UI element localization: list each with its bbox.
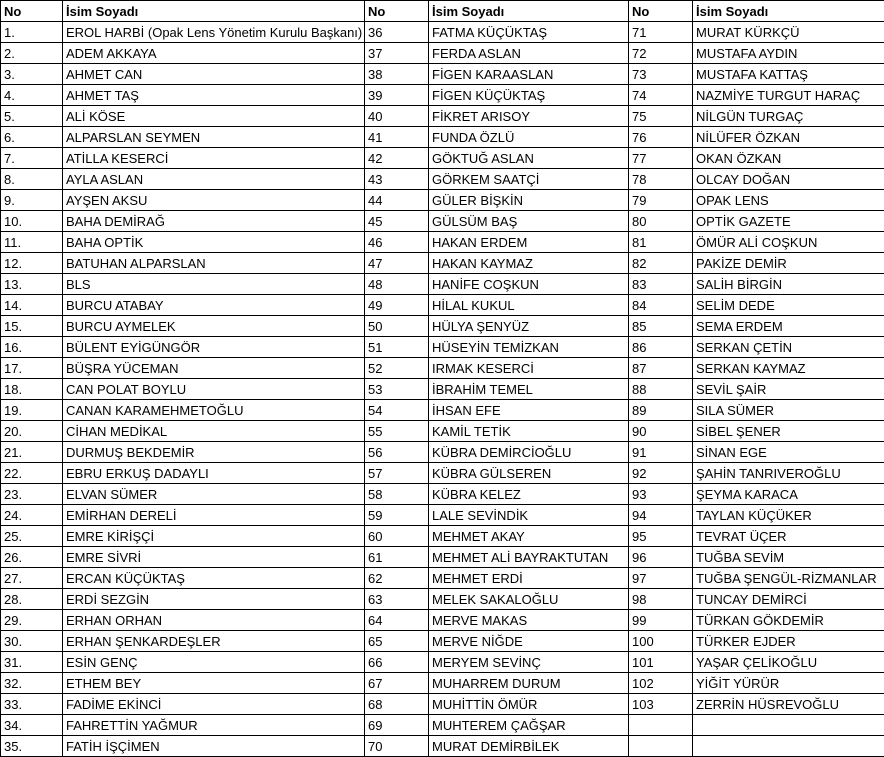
cell-name[interactable]: MEHMET ALİ BAYRAKTUTAN [429,547,629,568]
cell-no[interactable] [629,715,693,736]
cell-no[interactable]: 58 [365,484,429,505]
cell-no[interactable]: 54 [365,400,429,421]
cell-name[interactable]: MUHTEREM ÇAĞŞAR [429,715,629,736]
cell-no[interactable]: 5. [1,106,63,127]
cell-name[interactable]: FAHRETTİN YAĞMUR [63,715,365,736]
cell-name[interactable]: KAMİL TETİK [429,421,629,442]
cell-name[interactable]: SEVİL ŞAİR [693,379,884,400]
cell-no[interactable]: 41 [365,127,429,148]
table-row [1,463,884,484]
cell-no[interactable]: 80 [629,211,693,232]
table-row [1,421,884,442]
cell-name[interactable]: TUĞBA SEVİM [693,547,884,568]
cell-name[interactable]: DURMUŞ BEKDEMİR [63,442,365,463]
cell-name[interactable]: SELİM DEDE [693,295,884,316]
table-row [1,85,884,106]
cell-name[interactable]: CANAN KARAMEHMETOĞLU [63,400,365,421]
cell-name[interactable]: SİNAN EGE [693,442,884,463]
cell-name[interactable]: FERDA ASLAN [429,43,629,64]
cell-no[interactable]: 20. [1,421,63,442]
cell-no[interactable]: 92 [629,463,693,484]
table-row [1,610,884,631]
cell-name[interactable]: ETHEM BEY [63,673,365,694]
cell-name[interactable]: ŞAHİN TANRIVEROĞLU [693,463,884,484]
cell-no[interactable]: 1. [1,22,63,43]
cell-no[interactable]: 32. [1,673,63,694]
cell-name[interactable]: MUSTAFA AYDIN [693,43,884,64]
cell-name[interactable]: ÖMÜR ALİ COŞKUN [693,232,884,253]
cell-no[interactable]: 33. [1,694,63,715]
cell-name[interactable]: PAKİZE DEMİR [693,253,884,274]
cell-no[interactable]: 71 [629,22,693,43]
cell-name[interactable]: KÜBRA DEMİRCİOĞLU [429,442,629,463]
cell-no[interactable]: 30. [1,631,63,652]
cell-no[interactable]: 28. [1,589,63,610]
table-row [1,568,884,589]
cell-no[interactable]: 24. [1,505,63,526]
cell-no[interactable]: 29. [1,610,63,631]
cell-no[interactable]: 77 [629,148,693,169]
cell-name[interactable]: HANİFE COŞKUN [429,274,629,295]
cell-name[interactable]: OPTİK GAZETE [693,211,884,232]
cell-no[interactable]: 8. [1,169,63,190]
table-row [1,43,884,64]
table-row [1,148,884,169]
cell-name[interactable]: TÜRKER EJDER [693,631,884,652]
cell-name[interactable]: KÜBRA GÜLSEREN [429,463,629,484]
cell-name[interactable]: YİĞİT YÜRÜR [693,673,884,694]
cell-no[interactable]: 89 [629,400,693,421]
cell-no[interactable]: 57 [365,463,429,484]
cell-no[interactable]: 4. [1,85,63,106]
cell-name[interactable]: MEHMET AKAY [429,526,629,547]
cell-name[interactable]: EROL HARBİ (Opak Lens Yönetim Kurulu Başkanı) [63,22,365,43]
cell-no[interactable]: 63 [365,589,429,610]
table-row [1,64,884,85]
cell-no[interactable]: 13. [1,274,63,295]
cell-no[interactable]: 99 [629,610,693,631]
header-no-3: No [629,1,693,22]
cell-name[interactable]: OLCAY DOĞAN [693,169,884,190]
table-row [1,274,884,295]
cell-name[interactable]: ALİ KÖSE [63,106,365,127]
table-row [1,316,884,337]
cell-no[interactable]: 59 [365,505,429,526]
header-name-2: İsim Soyadı [429,1,629,22]
cell-name[interactable]: FİGEN KARAASLAN [429,64,629,85]
cell-no[interactable]: 91 [629,442,693,463]
cell-name[interactable]: YAŞAR ÇELİKOĞLU [693,652,884,673]
table-row [1,442,884,463]
cell-name[interactable]: CAN POLAT BOYLU [63,379,365,400]
cell-no[interactable]: 22. [1,463,63,484]
cell-name[interactable]: FADİME EKİNCİ [63,694,365,715]
cell-name[interactable]: MURAT DEMİRBİLEK [429,736,629,757]
cell-name[interactable]: BÜLENT EYİGÜNGÖR [63,337,365,358]
cell-name[interactable]: EBRU ERKUŞ DADAYLI [63,463,365,484]
cell-name[interactable]: GÖRKEM SAATÇİ [429,169,629,190]
cell-name[interactable]: FATİH İŞÇİMEN [63,736,365,757]
cell-name[interactable]: FİKRET ARISOY [429,106,629,127]
cell-no[interactable]: 68 [365,694,429,715]
cell-name[interactable]: AHMET CAN [63,64,365,85]
cell-no[interactable]: 19. [1,400,63,421]
header-row [1,1,884,22]
cell-name[interactable]: BURCU AYMELEK [63,316,365,337]
cell-no[interactable]: 44 [365,190,429,211]
table-row [1,589,884,610]
cell-name[interactable]: ŞEYMA KARACA [693,484,884,505]
cell-name[interactable]: HİLAL KUKUL [429,295,629,316]
cell-name[interactable]: ERDİ SEZGİN [63,589,365,610]
cell-name[interactable]: MELEK SAKALOĞLU [429,589,629,610]
table-row [1,127,884,148]
cell-no[interactable]: 67 [365,673,429,694]
cell-no[interactable]: 81 [629,232,693,253]
table-row [1,736,884,757]
cell-no[interactable]: 35. [1,736,63,757]
cell-name[interactable]: AYLA ASLAN [63,169,365,190]
cell-no[interactable]: 38 [365,64,429,85]
cell-name[interactable]: NİLÜFER ÖZKAN [693,127,884,148]
cell-no[interactable]: 78 [629,169,693,190]
cell-name[interactable]: NİLGÜN TURGAÇ [693,106,884,127]
cell-no[interactable]: 62 [365,568,429,589]
cell-no[interactable]: 75 [629,106,693,127]
cell-no[interactable]: 10. [1,211,63,232]
table-row [1,22,884,43]
cell-name[interactable]: MUHİTTİN ÖMÜR [429,694,629,715]
cell-name[interactable]: MERVE MAKAS [429,610,629,631]
cell-no[interactable]: 97 [629,568,693,589]
table-row [1,169,884,190]
cell-no[interactable]: 103 [629,694,693,715]
cell-no[interactable]: 45 [365,211,429,232]
cell-no[interactable]: 16. [1,337,63,358]
cell-name[interactable]: BURCU ATABAY [63,295,365,316]
cell-name[interactable]: AHMET TAŞ [63,85,365,106]
cell-no[interactable]: 39 [365,85,429,106]
cell-name[interactable]: BÜŞRA YÜCEMAN [63,358,365,379]
cell-name[interactable]: BLS [63,274,365,295]
cell-no[interactable]: 64 [365,610,429,631]
cell-name[interactable]: FİGEN KÜÇÜKTAŞ [429,85,629,106]
cell-name[interactable]: MERVE NİĞDE [429,631,629,652]
cell-name[interactable]: TEVRAT ÜÇER [693,526,884,547]
cell-name[interactable]: MEHMET ERDİ [429,568,629,589]
cell-no[interactable]: 93 [629,484,693,505]
cell-name[interactable]: TUĞBA ŞENGÜL-RİZMANLAR [693,568,884,589]
cell-name[interactable]: ADEM AKKAYA [63,43,365,64]
cell-no[interactable]: 17. [1,358,63,379]
cell-no[interactable]: 49 [365,295,429,316]
cell-no[interactable]: 27. [1,568,63,589]
cell-no[interactable]: 2. [1,43,63,64]
cell-name[interactable]: SALİH BİRGİN [693,274,884,295]
cell-name[interactable]: HAKAN KAYMAZ [429,253,629,274]
cell-no[interactable]: 25. [1,526,63,547]
header-name-3: İsim Soyadı [693,1,884,22]
cell-name[interactable]: OPAK LENS [693,190,884,211]
cell-no[interactable]: 56 [365,442,429,463]
cell-name[interactable]: MUHARREM DURUM [429,673,629,694]
cell-no[interactable]: 61 [365,547,429,568]
cell-name[interactable]: ALPARSLAN SEYMEN [63,127,365,148]
table-row [1,547,884,568]
cell-name[interactable]: ERCAN KÜÇÜKTAŞ [63,568,365,589]
cell-name[interactable]: MURAT KÜRKÇÜ [693,22,884,43]
cell-no[interactable]: 31. [1,652,63,673]
table-row [1,631,884,652]
cell-no[interactable]: 100 [629,631,693,652]
cell-no[interactable]: 3. [1,64,63,85]
cell-no[interactable]: 72 [629,43,693,64]
cell-name[interactable]: EMİRHAN DERELİ [63,505,365,526]
cell-name[interactable]: BAHA DEMİRAĞ [63,211,365,232]
cell-no[interactable]: 95 [629,526,693,547]
table-row [1,505,884,526]
cell-no[interactable]: 18. [1,379,63,400]
cell-name[interactable]: HÜSEYİN TEMİZKAN [429,337,629,358]
cell-name[interactable]: SEMA ERDEM [693,316,884,337]
cell-no[interactable]: 42 [365,148,429,169]
cell-no[interactable]: 21. [1,442,63,463]
cell-name[interactable]: SERKAN KAYMAZ [693,358,884,379]
table-body [1,22,884,757]
cell-name[interactable]: GÜLER BİŞKİN [429,190,629,211]
cell-name[interactable]: LALE SEVİNDİK [429,505,629,526]
table-row [1,253,884,274]
cell-no[interactable]: 23. [1,484,63,505]
cell-no[interactable]: 65 [365,631,429,652]
table-row [1,652,884,673]
cell-name[interactable]: OKAN ÖZKAN [693,148,884,169]
cell-no[interactable]: 37 [365,43,429,64]
table-row [1,232,884,253]
cell-name[interactable]: TÜRKAN GÖKDEMİR [693,610,884,631]
cell-no[interactable]: 53 [365,379,429,400]
table-row [1,295,884,316]
cell-name[interactable]: BAHA OPTİK [63,232,365,253]
cell-name[interactable]: GÖKTUĞ ASLAN [429,148,629,169]
cell-name[interactable]: GÜLSÜM BAŞ [429,211,629,232]
cell-no[interactable]: 69 [365,715,429,736]
cell-name[interactable]: SILA SÜMER [693,400,884,421]
cell-name[interactable]: TAYLAN KÜÇÜKER [693,505,884,526]
cell-name[interactable]: FUNDA ÖZLÜ [429,127,629,148]
cell-name[interactable]: FATMA KÜÇÜKTAŞ [429,22,629,43]
cell-no[interactable]: 84 [629,295,693,316]
cell-no[interactable]: 7. [1,148,63,169]
cell-no[interactable]: 82 [629,253,693,274]
header-no-2: No [365,1,429,22]
cell-no[interactable]: 14. [1,295,63,316]
cell-name[interactable]: TUNCAY DEMİRCİ [693,589,884,610]
cell-no[interactable]: 96 [629,547,693,568]
cell-no[interactable]: 47 [365,253,429,274]
cell-name[interactable]: HAKAN ERDEM [429,232,629,253]
cell-no[interactable]: 74 [629,85,693,106]
table-row [1,694,884,715]
cell-no[interactable]: 70 [365,736,429,757]
header-no-1: No [1,1,63,22]
cell-name[interactable]: ELVAN SÜMER [63,484,365,505]
cell-no[interactable]: 88 [629,379,693,400]
table-row [1,715,884,736]
cell-name[interactable]: HÜLYA ŞENYÜZ [429,316,629,337]
cell-name[interactable]: EMRE SİVRİ [63,547,365,568]
cell-name[interactable]: EMRE KİRİŞÇİ [63,526,365,547]
cell-no[interactable]: 40 [365,106,429,127]
cell-no[interactable]: 90 [629,421,693,442]
cell-no[interactable]: 55 [365,421,429,442]
cell-name[interactable]: ZERRİN HÜSREVOĞLU [693,694,884,715]
cell-name[interactable]: CİHAN MEDİKAL [63,421,365,442]
cell-name[interactable] [693,715,884,736]
cell-name[interactable]: SERKAN ÇETİN [693,337,884,358]
cell-no[interactable]: 87 [629,358,693,379]
cell-no[interactable]: 15. [1,316,63,337]
table-row [1,211,884,232]
table-row [1,379,884,400]
cell-name[interactable]: MERYEM SEVİNÇ [429,652,629,673]
cell-no[interactable]: 66 [365,652,429,673]
cell-name[interactable] [693,736,884,757]
cell-no[interactable]: 12. [1,253,63,274]
cell-name[interactable]: BATUHAN ALPARSLAN [63,253,365,274]
cell-no[interactable]: 6. [1,127,63,148]
table-row [1,358,884,379]
cell-no[interactable]: 46 [365,232,429,253]
table-row [1,484,884,505]
cell-no[interactable]: 83 [629,274,693,295]
cell-no[interactable]: 51 [365,337,429,358]
cell-name[interactable]: ESİN GENÇ [63,652,365,673]
cell-name[interactable]: MUSTAFA KATTAŞ [693,64,884,85]
table-row [1,190,884,211]
cell-name[interactable]: AYŞEN AKSU [63,190,365,211]
cell-name[interactable]: İBRAHİM TEMEL [429,379,629,400]
cell-name[interactable]: İHSAN EFE [429,400,629,421]
table-row [1,526,884,547]
cell-no[interactable]: 43 [365,169,429,190]
cell-no[interactable]: 52 [365,358,429,379]
cell-no[interactable]: 50 [365,316,429,337]
cell-no[interactable]: 94 [629,505,693,526]
table-row [1,337,884,358]
cell-no[interactable]: 85 [629,316,693,337]
cell-no[interactable]: 11. [1,232,63,253]
header-name-1: İsim Soyadı [63,1,365,22]
cell-no[interactable]: 48 [365,274,429,295]
cell-name[interactable]: ERHAN ORHAN [63,610,365,631]
cell-no[interactable]: 34. [1,715,63,736]
table-row [1,106,884,127]
cell-no[interactable]: 101 [629,652,693,673]
cell-no[interactable]: 102 [629,673,693,694]
cell-no[interactable]: 26. [1,547,63,568]
table-row [1,400,884,421]
cell-no[interactable]: 76 [629,127,693,148]
cell-name[interactable]: IRMAK KESERCİ [429,358,629,379]
cell-no[interactable]: 98 [629,589,693,610]
cell-no[interactable] [629,736,693,757]
cell-no[interactable]: 9. [1,190,63,211]
table-row [1,673,884,694]
cell-no[interactable]: 60 [365,526,429,547]
cell-name[interactable]: ATİLLA KESERCİ [63,148,365,169]
cell-name[interactable]: NAZMİYE TURGUT HARAÇ [693,85,884,106]
cell-no[interactable]: 86 [629,337,693,358]
cell-no[interactable]: 36 [365,22,429,43]
cell-no[interactable]: 73 [629,64,693,85]
cell-no[interactable]: 79 [629,190,693,211]
cell-name[interactable]: ERHAN ŞENKARDEŞLER [63,631,365,652]
cell-name[interactable]: KÜBRA KELEZ [429,484,629,505]
cell-name[interactable]: SİBEL ŞENER [693,421,884,442]
